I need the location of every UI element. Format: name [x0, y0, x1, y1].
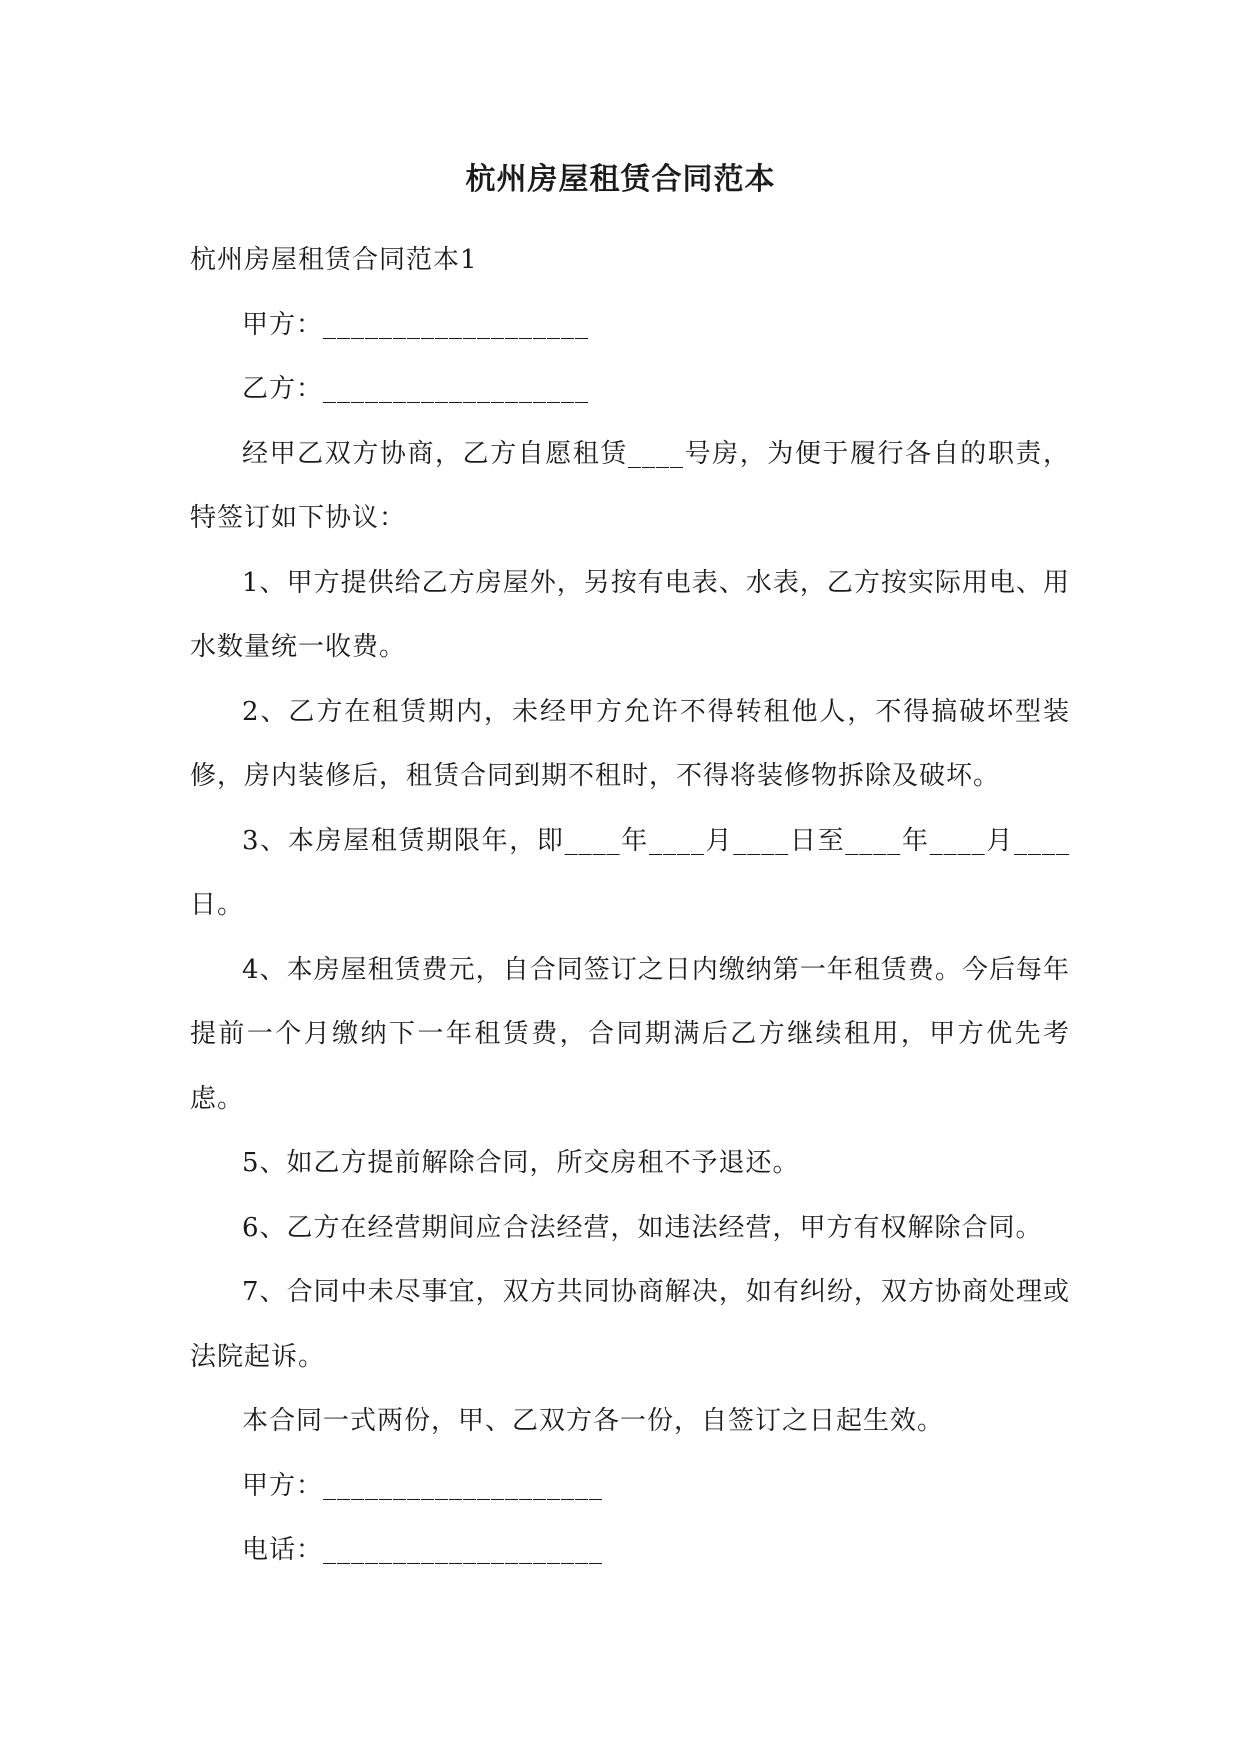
clause-2: 2、乙方在租赁期内，未经甲方允许不得转租他人，不得搞破坏型装修，房内装修后，租赁合同到期不租时，不得将装修物拆除及破坏。 — [190, 696, 1070, 791]
document-subtitle: 杭州房屋租赁合同范本1 — [190, 245, 478, 275]
signature-party-a: 甲方：____________________ — [242, 1470, 604, 1501]
signature-phone: 电话：____________________ — [242, 1535, 604, 1565]
clause-4: 4、本房屋租赁费元，自合同签订之日内缴纳第一年租赁费。今后每年提前一个月缴纳下一年租赁费，合同期满后乙方继续租用，甲方优先考虑。 — [190, 954, 1070, 1114]
document-body — [190, 228, 1070, 1583]
clause-7: 7、合同中未尽事宜，双方共同协商解决，如有纠纷，双方协商处理或法院起诉。 — [190, 1277, 1070, 1372]
clause-6: 6、乙方在经营期间应合法经营，如违法经营，甲方有权解除合同。 — [242, 1212, 1043, 1243]
clause-5: 5、如乙方提前解除合同，所交房租不予退还。 — [242, 1148, 800, 1178]
document-title: 杭州房屋租赁合同范本 — [465, 162, 776, 197]
closing-paragraph: 本合同一式两份，甲、乙双方各一份，自签订之日起生效。 — [242, 1406, 945, 1436]
clause-3: 3、本房屋租赁期限年，即____年____月____日至____年____月____日。 — [190, 825, 1070, 920]
party-b-line: 乙方：___________________ — [242, 374, 590, 404]
clause-1: 1、甲方提供给乙方房屋外，另按有电表、水表，乙方按实际用电、用水数量统一收费。 — [190, 567, 1070, 662]
intro-paragraph: 经甲乙双方协商，乙方自愿租赁____号房，为便于履行各自的职责，特签订如下协议： — [190, 438, 1070, 533]
party-a-line: 甲方：___________________ — [242, 309, 590, 340]
